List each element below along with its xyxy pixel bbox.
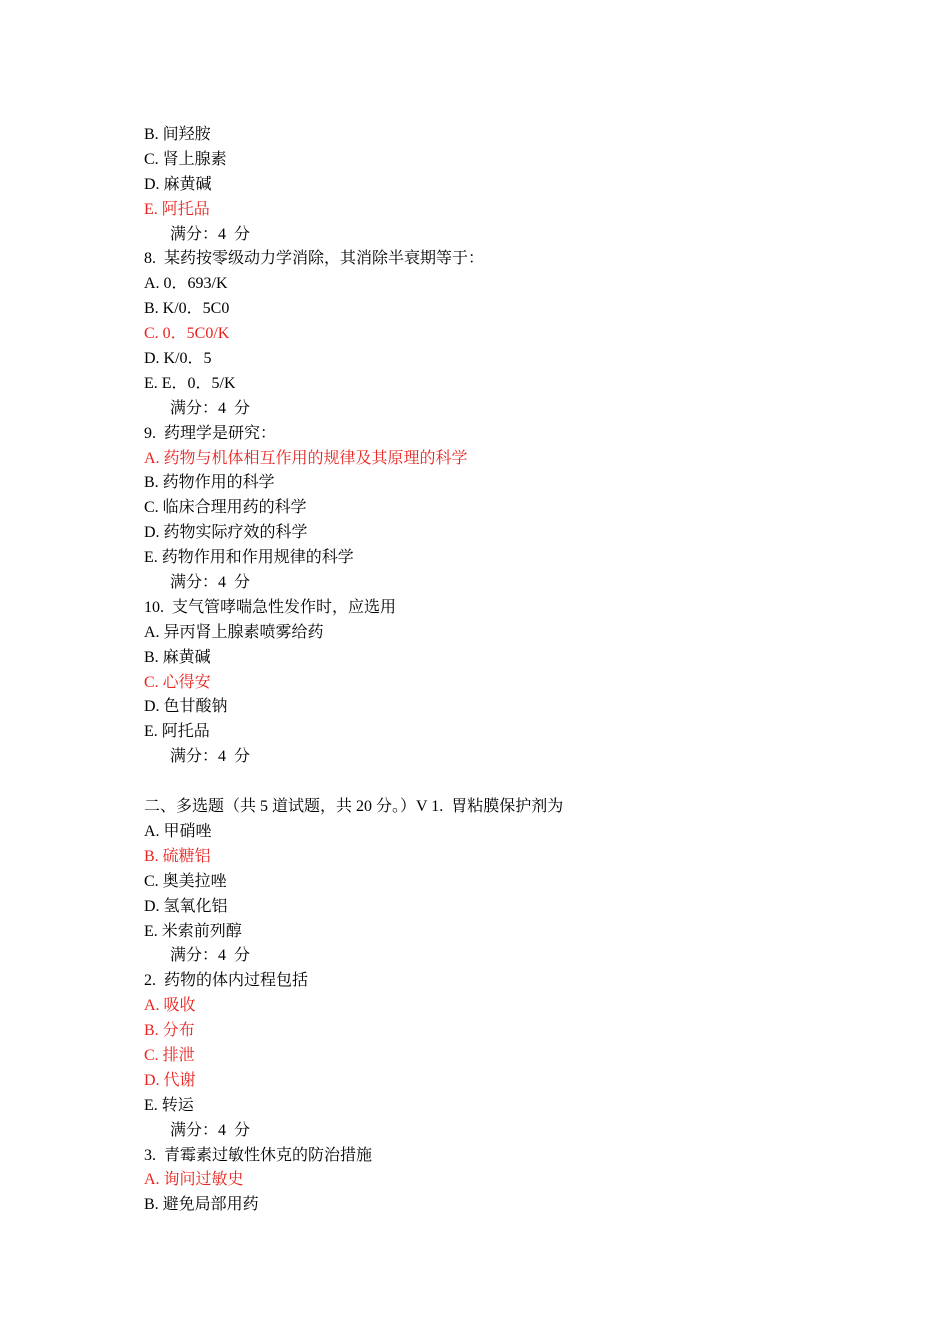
question-line: 10. 支气管哮喘急性发作时，应选用 (144, 598, 397, 616)
option-line: B. 避免局部用药 (144, 1196, 259, 1214)
option-line: C. 奥美拉唑 (144, 872, 227, 890)
option-line: A. 甲硝唑 (144, 822, 212, 840)
correct-answer-line: C. 0．5C0/K (144, 325, 230, 343)
correct-answer-line: A. 询问过敏史 (144, 1171, 244, 1189)
correct-answer-line: A. 药物与机体相互作用的规律及其原理的科学 (144, 449, 468, 467)
option-line: E. 阿托品 (144, 723, 210, 741)
option-line: A. 0．693/K (144, 275, 228, 293)
score-line: 满分：4 分 (170, 574, 251, 592)
correct-answer-line: B. 硫糖铝 (144, 847, 211, 865)
option-line: C. 肾上腺素 (144, 150, 227, 168)
score-line: 满分：4 分 (170, 225, 251, 243)
option-line: D. 氢氧化铝 (144, 897, 228, 915)
option-line: D. K/0．5 (144, 350, 212, 368)
correct-answer-line: B. 分布 (144, 1022, 195, 1040)
option-line: B. 药物作用的科学 (144, 474, 275, 492)
option-line: A. 异丙肾上腺素喷雾给药 (144, 623, 324, 641)
option-line: D. 药物实际疗效的科学 (144, 524, 308, 542)
score-line: 满分：4 分 (170, 399, 251, 417)
question-line: 8. 某药按零级动力学消除，其消除半衰期等于： (144, 250, 485, 268)
option-line: E. 米索前列醇 (144, 922, 242, 940)
question-line: 2. 药物的体内过程包括 (144, 972, 309, 990)
option-line: B. K/0．5C0 (144, 300, 230, 318)
score-line: 满分：4 分 (170, 947, 251, 965)
score-line: 满分：4 分 (170, 1121, 251, 1139)
correct-answer-line: D. 代谢 (144, 1071, 196, 1089)
document-page (144, 123, 844, 1218)
correct-answer-line: C. 排泄 (144, 1046, 195, 1064)
question-line: 3. 青霉素过敏性休克的防治措施 (144, 1146, 373, 1164)
option-line: D. 色甘酸钠 (144, 698, 228, 716)
option-line: E. 药物作用和作用规律的科学 (144, 549, 354, 567)
option-line: C. 临床合理用药的科学 (144, 499, 307, 517)
score-line: 满分：4 分 (170, 748, 251, 766)
correct-answer-line: E. 阿托品 (144, 200, 210, 218)
blank-line (144, 770, 844, 795)
option-line: B. 间羟胺 (144, 126, 211, 143)
correct-answer-line: C. 心得安 (144, 673, 211, 691)
option-line: B. 麻黄碱 (144, 648, 211, 666)
correct-answer-line: A. 吸收 (144, 997, 196, 1015)
option-line: E. E．0．5/K (144, 374, 236, 392)
option-line: D. 麻黄碱 (144, 175, 212, 193)
option-line: E. 转运 (144, 1096, 194, 1114)
question-line: 二、多选题（共 5 道试题，共 20 分。）V 1. 胃粘膜保护剂为 (144, 798, 564, 816)
question-line: 9. 药理学是研究： (144, 424, 277, 442)
